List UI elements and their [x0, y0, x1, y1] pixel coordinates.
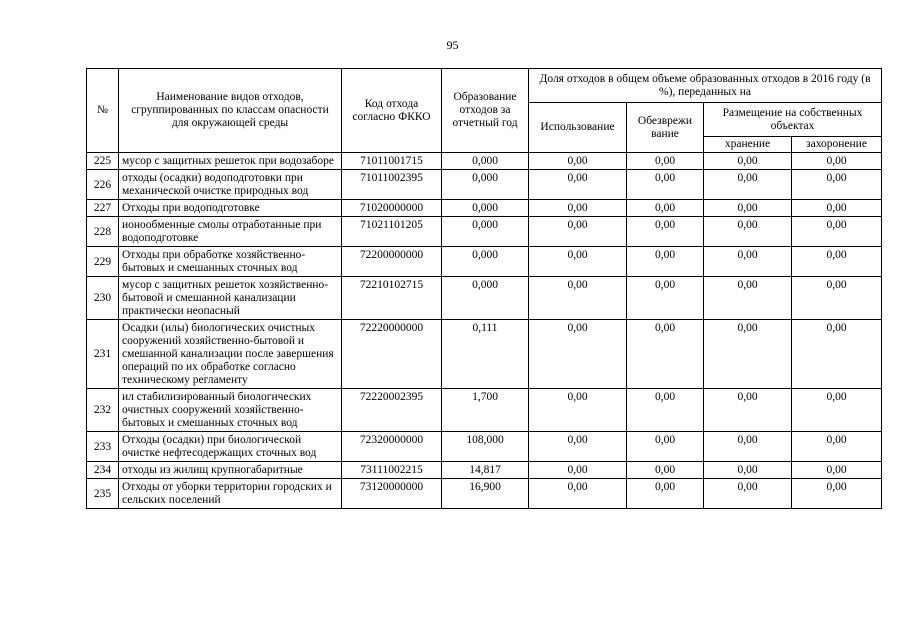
row-burial: 0,00: [792, 389, 882, 432]
row-formation: 0,000: [442, 200, 529, 217]
table-body: [87, 153, 882, 509]
row-storage: 0,00: [704, 170, 792, 200]
row-num: 227: [87, 200, 119, 217]
row-storage: 0,00: [704, 389, 792, 432]
row-use: 0,00: [529, 217, 627, 247]
row-use: 0,00: [529, 277, 627, 320]
row-burial: 0,00: [792, 277, 882, 320]
row-name: ионообменные смолы отработанные при водоподготовке: [119, 217, 342, 247]
row-name: Отходы (осадки) при биологической очистке нефтесодержащих сточных вод: [119, 432, 342, 462]
table-row: [87, 217, 882, 247]
page-number: 95: [446, 38, 459, 52]
row-name: мусор с защитных решеток хозяйственно-бытовой и смешанной канализации практически неопасный: [119, 277, 342, 320]
row-storage: 0,00: [704, 479, 792, 509]
row-formation: 0,000: [442, 153, 529, 170]
row-code: 72220000000: [342, 320, 442, 389]
row-num: 225: [87, 153, 119, 170]
row-storage: 0,00: [704, 217, 792, 247]
row-code: 72320000000: [342, 432, 442, 462]
header-formation: Образование отходов за отчетный год: [442, 69, 529, 153]
waste-table: [86, 68, 882, 509]
row-num: 235: [87, 479, 119, 509]
row-code: 73111002215: [342, 462, 442, 479]
row-formation: 0,111: [442, 320, 529, 389]
row-use: 0,00: [529, 153, 627, 170]
row-formation: 14,817: [442, 462, 529, 479]
row-use: 0,00: [529, 432, 627, 462]
row-name: Отходы при обработке хозяйственно-бытовых и смешанных сточных вод: [119, 247, 342, 277]
row-name: мусор с защитных решеток при водозаборе: [119, 153, 342, 170]
table-row: [87, 277, 882, 320]
row-neutralization: 0,00: [627, 479, 704, 509]
row-formation: 108,000: [442, 432, 529, 462]
row-formation: 0,000: [442, 277, 529, 320]
header-num: №: [87, 69, 119, 153]
row-burial: 0,00: [792, 170, 882, 200]
row-storage: 0,00: [704, 462, 792, 479]
header-placement: Размещение на собственных объектах: [704, 103, 882, 137]
row-formation: 0,000: [442, 170, 529, 200]
table-row: [87, 432, 882, 462]
row-num: 234: [87, 462, 119, 479]
row-use: 0,00: [529, 462, 627, 479]
header-share: Доля отходов в общем объеме образованных отходов в 2016 году (в %), переданных на: [529, 69, 882, 103]
row-neutralization: 0,00: [627, 200, 704, 217]
row-storage: 0,00: [704, 432, 792, 462]
table-row: [87, 200, 882, 217]
row-burial: 0,00: [792, 217, 882, 247]
row-burial: 0,00: [792, 320, 882, 389]
row-num: 226: [87, 170, 119, 200]
row-code: 71011001715: [342, 153, 442, 170]
row-code: 71011002395: [342, 170, 442, 200]
row-storage: 0,00: [704, 200, 792, 217]
row-neutralization: 0,00: [627, 320, 704, 389]
row-neutralization: 0,00: [627, 277, 704, 320]
header-name: Наименование видов отходов, сгруппированных по классам опасности для окружающей среды: [119, 69, 342, 153]
row-formation: 0,000: [442, 247, 529, 277]
row-code: 71020000000: [342, 200, 442, 217]
table-row: [87, 153, 882, 170]
row-name: ил стабилизированный биологических очистных сооружений хозяйственно-бытовых и смешанных сточных вод: [119, 389, 342, 432]
row-code: 73120000000: [342, 479, 442, 509]
row-num: 232: [87, 389, 119, 432]
row-burial: 0,00: [792, 153, 882, 170]
row-use: 0,00: [529, 200, 627, 217]
row-neutralization: 0,00: [627, 153, 704, 170]
row-formation: 16,900: [442, 479, 529, 509]
header-burial: захоронение: [792, 137, 882, 153]
row-storage: 0,00: [704, 320, 792, 389]
header-neutralization: Обезврежи вание: [627, 103, 704, 153]
table-row: [87, 389, 882, 432]
table-row: [87, 170, 882, 200]
row-burial: 0,00: [792, 200, 882, 217]
row-burial: 0,00: [792, 479, 882, 509]
row-formation: 0,000: [442, 217, 529, 247]
row-use: 0,00: [529, 389, 627, 432]
row-neutralization: 0,00: [627, 432, 704, 462]
row-num: 228: [87, 217, 119, 247]
table-row: [87, 479, 882, 509]
row-code: 72200000000: [342, 247, 442, 277]
row-num: 230: [87, 277, 119, 320]
row-name: Осадки (илы) биологических очистных сооружений хозяйственно-бытовой и смешанной канализации после завершения операций по их обработке согласно техническому регламенту: [119, 320, 342, 389]
row-neutralization: 0,00: [627, 217, 704, 247]
row-neutralization: 0,00: [627, 462, 704, 479]
row-use: 0,00: [529, 170, 627, 200]
table-row: [87, 247, 882, 277]
header-code: Код отхода согласно ФККО: [342, 69, 442, 153]
table-row: [87, 320, 882, 389]
row-code: 72210102715: [342, 277, 442, 320]
row-code: 72220002395: [342, 389, 442, 432]
row-name: отходы из жилищ крупногабаритные: [119, 462, 342, 479]
row-storage: 0,00: [704, 277, 792, 320]
row-num: 233: [87, 432, 119, 462]
row-burial: 0,00: [792, 247, 882, 277]
row-neutralization: 0,00: [627, 247, 704, 277]
row-storage: 0,00: [704, 247, 792, 277]
table-row: [87, 462, 882, 479]
row-formation: 1,700: [442, 389, 529, 432]
row-burial: 0,00: [792, 462, 882, 479]
row-name: отходы (осадки) водоподготовки при механической очистке природных вод: [119, 170, 342, 200]
row-storage: 0,00: [704, 153, 792, 170]
row-use: 0,00: [529, 479, 627, 509]
row-num: 229: [87, 247, 119, 277]
header-storage: хранение: [704, 137, 792, 153]
row-name: Отходы от уборки территории городских и сельских поселений: [119, 479, 342, 509]
row-neutralization: 0,00: [627, 170, 704, 200]
row-use: 0,00: [529, 320, 627, 389]
header-use: Использование: [529, 103, 627, 153]
row-use: 0,00: [529, 247, 627, 277]
row-name: Отходы при водоподготовке: [119, 200, 342, 217]
row-burial: 0,00: [792, 432, 882, 462]
row-num: 231: [87, 320, 119, 389]
row-neutralization: 0,00: [627, 389, 704, 432]
row-code: 71021101205: [342, 217, 442, 247]
